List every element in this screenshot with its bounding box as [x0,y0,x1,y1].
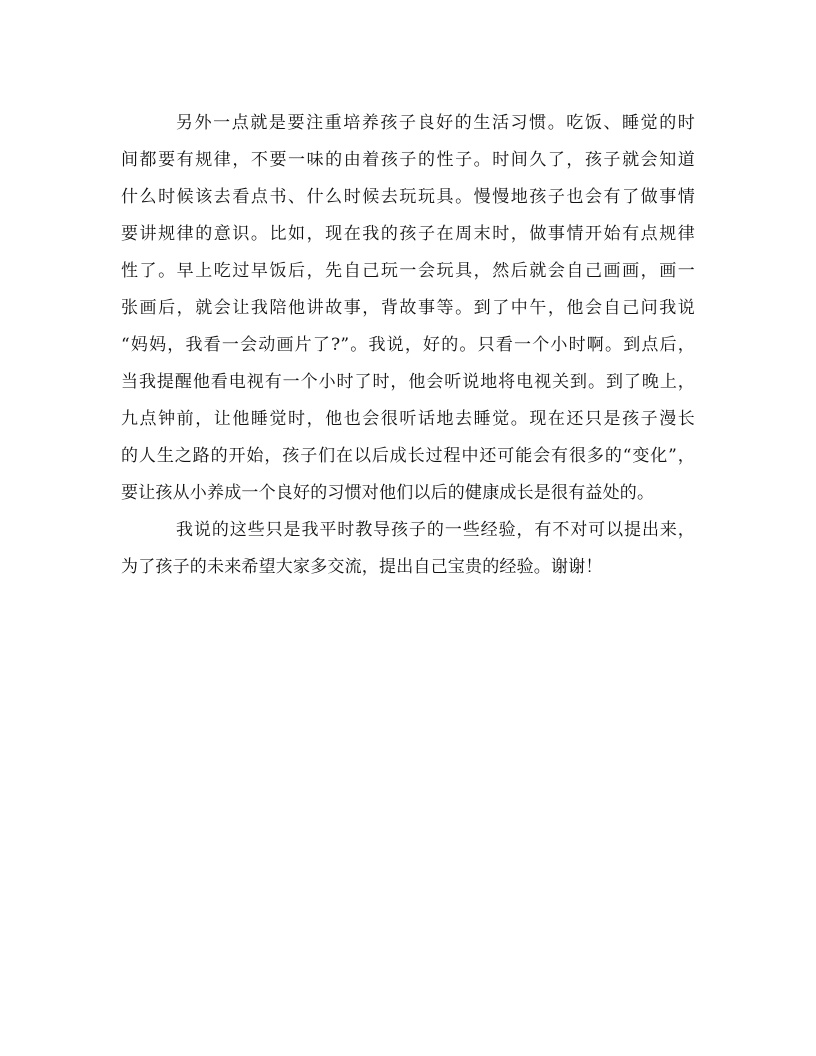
paragraph-1-line-8: 当我提醒他看电视有一个小时了时，他会听说地将电视关到。到了晚上， [121,372,695,392]
paragraph-1-line-1: 另外一点就是要注重培养孩子良好的生活习惯。吃饭、睡觉的时 [176,113,695,133]
paragraph-1-line-4: 要讲规律的意识。比如，现在我的孩子在周末时，做事情开始有点规律 [121,224,695,244]
paragraph-1-line-10: 的人生之路的开始，孩子们在以后成长过程中还可能会有很多的“变化”， [121,446,695,466]
paragraph-1-line-5: 性了。早上吃过早饭后，先自己玩一会玩具，然后就会自己画画，画一 [121,261,695,281]
paragraph-1-line-9: 九点钟前，让他睡觉时，他也会很听话地去睡觉。现在还只是孩子漫长 [121,409,695,429]
paragraph-1-line-7: “妈妈，我看一会动画片了?”。我说，好的。只看一个小时啊。到点后， [121,335,695,355]
paragraph-1-line-2: 间都要有规律，不要一味的由着孩子的性子。时间久了，孩子就会知道 [121,150,695,170]
paragraph-1-line-6: 张画后，就会让我陪他讲故事，背故事等。到了中午，他会自己问我说 [121,298,695,318]
paragraph-1-line-11: 要让孩从小养成一个良好的习惯对他们以后的健康成长是很有益处的。 [121,483,655,503]
paragraph-2-line-1: 我说的这些只是我平时教导孩子的一些经验，有不对可以提出来， [176,520,695,540]
paragraph-2-line-2: 为了孩子的未来希望大家多交流，提出自己宝贵的经验。谢谢！ [121,557,603,577]
paragraph-1-line-3: 什么时候该去看点书、什么时候去玩玩具。慢慢地孩子也会有了做事情 [121,187,695,207]
